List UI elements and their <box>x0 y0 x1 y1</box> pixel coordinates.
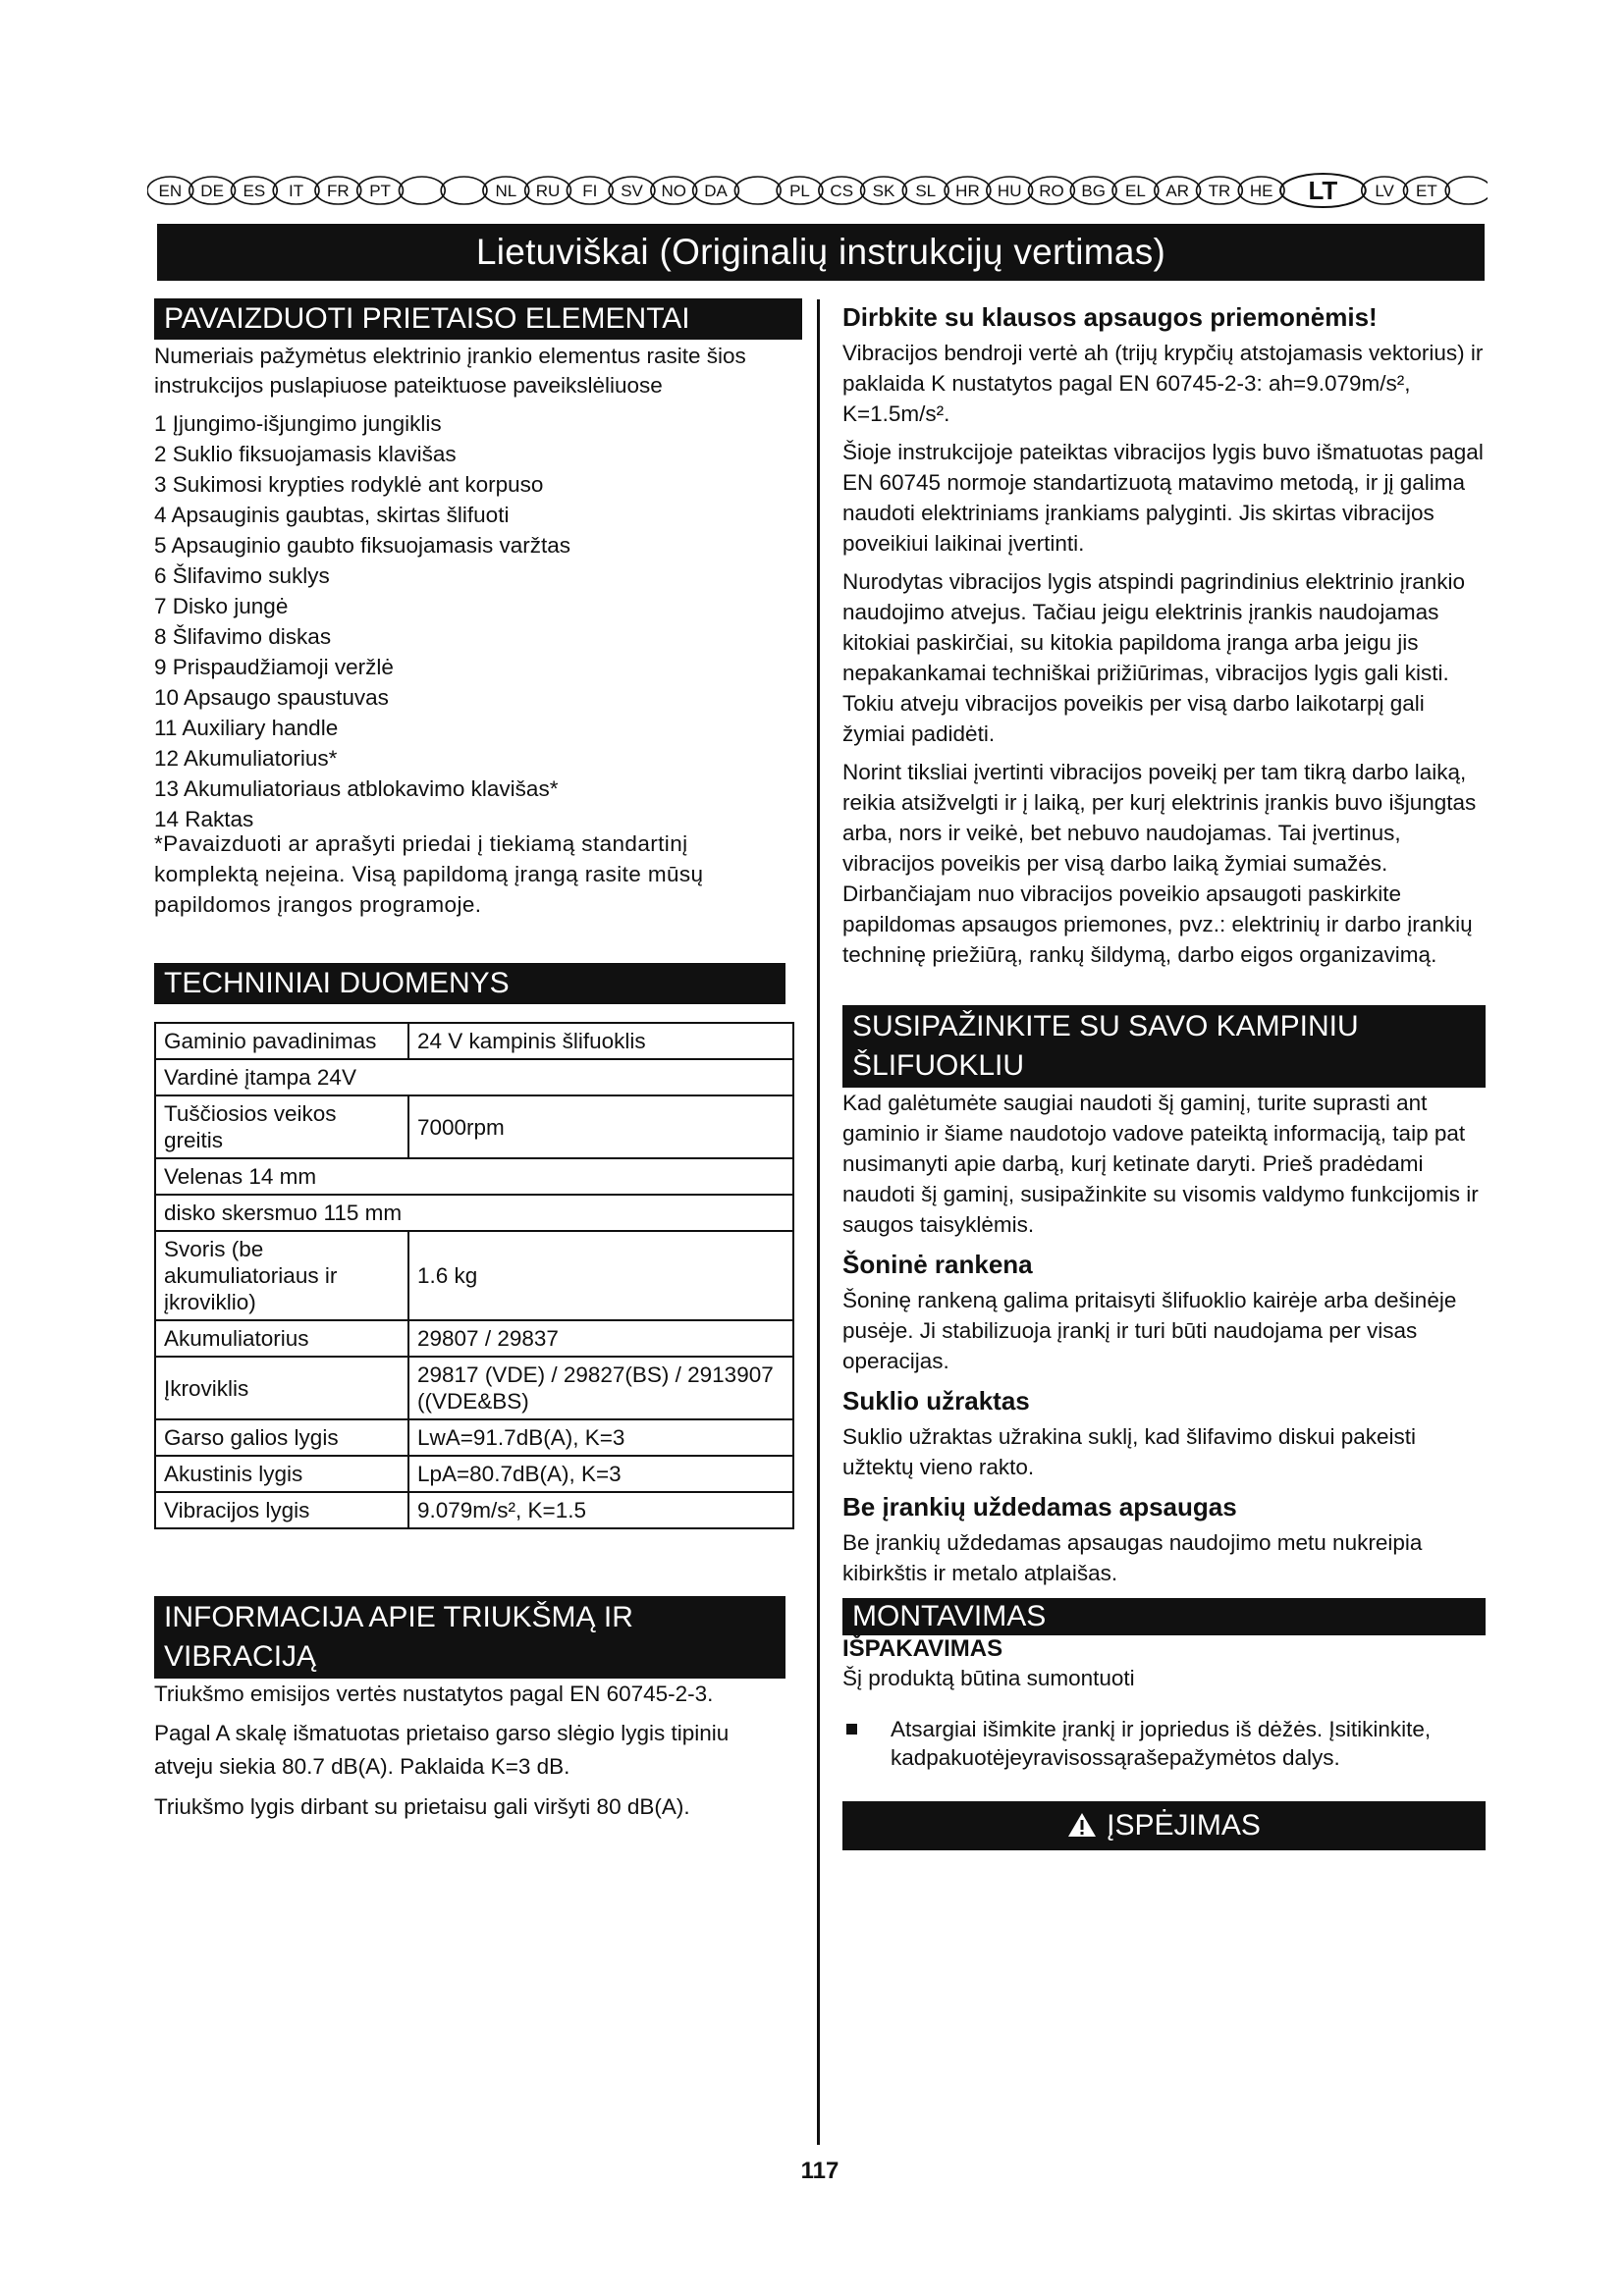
spec-value: 9.079m/s², K=1.5 <box>408 1492 793 1528</box>
language-tab <box>1445 177 1488 204</box>
page-title: Lietuviškai (Originalių instrukcijų vertimas) <box>157 224 1485 281</box>
language-tab-label: PT <box>369 182 391 200</box>
vibration-paragraph-4: Norint tiksliai įvertinti vibracijos poveikį per tam tikrą darbo laiką, reikia atsižvelgti ir į laiką, per kurį elektrinis įrankis buvo išjungtas arba, nors ir veikė, bet nebuvo naudojamas. Tai įvertinus, vibracijos poveikis per visą darbo laiką žymiai sumažės. Dirbančiajam nuo vibracijos poveikio apsaugoti paskirkite papildomas apsaugos priemones, pvz.: elektrinių ir darbo įrankių techninę priežiūrą, rankų šildymą, darbo eigos organizavimą. <box>842 760 1477 967</box>
noise-paragraph-2: Pagal A skalę išmatuotas prietaiso garso slėgio lygis tipiniu atveju siekia 80.7 dB(A). Paklaida K=3 dB. <box>154 1721 730 1779</box>
spec-label: Akustinis lygis <box>155 1456 408 1492</box>
language-tab-label: ES <box>243 182 266 200</box>
element-item: 8 Šlifavimo diskas <box>154 624 332 649</box>
spec-label: Įkroviklis <box>155 1357 408 1419</box>
language-tab <box>1070 177 1116 204</box>
elements-list <box>154 408 792 834</box>
language-tab <box>357 177 404 204</box>
language-tab-label: EN <box>158 182 183 200</box>
language-tab <box>945 177 991 204</box>
language-tab <box>399 177 445 204</box>
noise-paragraph-3: Triukšmo lygis dirbant su prietaisu gali viršyti 80 dB(A). <box>154 1794 690 1819</box>
left-column <box>154 298 792 1830</box>
language-tab-label: ET <box>1416 182 1437 200</box>
side-handle-paragraph: Šoninę rankeną galima pritaisyti šlifuoklio kairėje arba dešinėje pusėje. Ji stabilizuoja įrankį ir turi būti naudojama per visas operacijas. <box>842 1288 1457 1373</box>
warning-bar <box>842 1801 1486 1850</box>
spec-row <box>155 1419 793 1456</box>
element-item: 14 Raktas <box>154 807 254 831</box>
language-tab-label: BG <box>1081 182 1106 200</box>
language-tab-label: HE <box>1249 182 1273 200</box>
language-tab <box>819 177 865 204</box>
language-tab-label: TR <box>1208 182 1231 200</box>
language-tab <box>987 177 1033 204</box>
spec-row <box>155 1357 793 1419</box>
bullet-square-icon <box>846 1724 857 1735</box>
spec-value: LwA=91.7dB(A), K=3 <box>408 1419 793 1456</box>
spec-row <box>155 1095 793 1158</box>
language-tab <box>441 177 487 204</box>
spec-row <box>155 1320 793 1357</box>
side-handle-heading: Šoninė rankena <box>842 1250 1033 1279</box>
language-tab <box>1280 174 1366 207</box>
unpacking-bullet <box>842 1715 1490 1772</box>
spec-row <box>155 1231 793 1320</box>
language-tab <box>273 177 319 204</box>
spec-label: Garso galios lygis <box>155 1419 408 1456</box>
language-tab <box>693 177 739 204</box>
element-item: 6 Šlifavimo suklys <box>154 563 330 588</box>
language-tab-label: CS <box>830 182 854 200</box>
spec-label: disko skersmuo 115 mm <box>155 1195 793 1231</box>
language-tab-label: NO <box>661 182 687 200</box>
vibration-paragraph-1: Vibracijos bendroji vertė ah (trijų krypčių atstojamasis vektorius) ir paklaida K nustatytos pagal EN 60745-2-3: ah=9.079m/s², K=1.5m/s². <box>842 341 1484 426</box>
guard-paragraph: Be įrankių uždedamas apsaugas naudojimo metu nukreipia kibirkštis ir metalo atplaišas. <box>842 1530 1423 1585</box>
language-tab-label: DE <box>200 182 224 200</box>
spec-row <box>155 1195 793 1231</box>
element-item: 5 Apsauginio gaubto fiksuojamasis varžtas <box>154 533 570 558</box>
right-column <box>842 298 1490 1850</box>
language-tab <box>483 177 529 204</box>
elements-heading: PAVAIZDUOTI PRIETAISO ELEMENTAI <box>154 298 802 340</box>
language-tab <box>1404 177 1450 204</box>
spec-value: 29807 / 29837 <box>408 1320 793 1357</box>
element-item: 7 Disko jungė <box>154 594 289 618</box>
language-tab <box>902 177 948 204</box>
spec-value: 1.6 kg <box>408 1231 793 1320</box>
unpacking-heading: IŠPAKAVIMAS <box>842 1635 1003 1662</box>
spec-row <box>155 1492 793 1528</box>
spec-table <box>154 1022 794 1529</box>
language-tab <box>1112 177 1159 204</box>
element-item: 4 Apsauginis gaubtas, skirtas šlifuoti <box>154 503 510 527</box>
language-tab <box>231 177 277 204</box>
language-tab <box>734 177 781 204</box>
element-item: 11 Auxiliary handle <box>154 716 339 740</box>
language-tab-label: EL <box>1125 182 1146 200</box>
spec-label: Svoris (be akumuliatoriaus ir įkroviklio) <box>155 1231 408 1320</box>
language-tab-label: LT <box>1308 176 1338 205</box>
spec-value: 24 V kampinis šlifuoklis <box>408 1023 793 1059</box>
element-item: 12 Akumuliatorius* <box>154 746 338 771</box>
language-tab <box>525 177 571 204</box>
language-tab-label: SK <box>872 182 895 200</box>
language-tab <box>609 177 655 204</box>
know-grinder-paragraph: Kad galėtumėte saugiai naudoti šį gaminį, turite suprasti ant gaminio ir šiame naudotojo vadove pateiktą informaciją, taip pat nusimanyti apie darbą, kurį ketinate daryti. Prieš pradėdami naudoti šį gaminį, susipažinkite su visomis valdymo funkcijomis ir saugos taisyklėmis. <box>842 1091 1479 1237</box>
warning-triangle-icon <box>1067 1812 1097 1838</box>
language-tab-label: FR <box>327 182 350 200</box>
spindle-lock-heading: Suklio užraktas <box>842 1386 1030 1415</box>
vibration-paragraph-2: Šioje instrukcijoje pateiktas vibracijos lygis buvo išmatuotas pagal EN 60745 normoje standartizuotą matavimo metodą, ir jį galima naudoti elektriniams įrankiams palyginti. Jis skirtas vibracijos poveikiui laikinai įvertinti. <box>842 440 1484 556</box>
language-tab <box>1197 177 1243 204</box>
language-tab-strip <box>147 173 1488 208</box>
element-item: 13 Akumuliatoriaus atblokavimo klavišas* <box>154 776 559 801</box>
language-tab-label: FI <box>582 182 598 200</box>
know-grinder-heading: SUSIPAŽINKITE SU SAVO KAMPINIU ŠLIFUOKLIU <box>842 1005 1486 1088</box>
language-tab-label: PL <box>789 182 810 200</box>
spec-value: 7000rpm <box>408 1095 793 1158</box>
language-tabs-graphic <box>147 173 1488 208</box>
spec-row <box>155 1059 793 1095</box>
assembly-heading: MONTAVIMAS <box>842 1598 1486 1635</box>
language-tab <box>777 177 823 204</box>
spec-label: Gaminio pavadinimas <box>155 1023 408 1059</box>
vibration-paragraph-3: Nurodytas vibracijos lygis atspindi pagrindinius elektrinio įrankio naudojimo atvejus. Tačiau jeigu elektrinis įrankis naudojamas kitokiai paskirčiai, su kitokia papildoma įranga arba jeigu jis nepakankamai techniškai prižiūrimas, vibracijos lygis gali kisti. Tokiu atveju vibracijos poveikis per visą darbo laikotarpį gali žymiai padidėti. <box>842 569 1466 746</box>
element-item: 1 Įjungimo-išjungimo jungiklis <box>154 411 442 436</box>
guard-heading: Be įrankių uždedamas apsaugas <box>842 1492 1237 1522</box>
language-tab-label: AR <box>1165 182 1189 200</box>
spec-label: Akumuliatorius <box>155 1320 408 1357</box>
accessories-note: *Pavaizduoti ar aprašyti priedai į tiekiamą standartinį komplektą neįeina. Visą papildomą įrangą rasite mūsų papildomos įrangos programoje. <box>154 831 704 917</box>
ear-protection-heading: Dirbkite su klausos apsaugos priemonėmis! <box>842 302 1378 332</box>
column-divider <box>817 299 820 2145</box>
language-tab-label: HU <box>997 182 1022 200</box>
element-item: 3 Sukimosi krypties rodyklė ant korpuso <box>154 472 544 497</box>
language-tab-label: HR <box>955 182 980 200</box>
language-tab <box>315 177 361 204</box>
language-tab <box>651 177 697 204</box>
language-tab-label: IT <box>289 182 304 200</box>
spec-row <box>155 1158 793 1195</box>
language-tab <box>1155 177 1201 204</box>
spec-label: Vibracijos lygis <box>155 1492 408 1528</box>
language-tab <box>1029 177 1075 204</box>
noise-heading: INFORMACIJA APIE TRIUKŠMĄ IR VIBRACIJĄ <box>154 1596 785 1679</box>
spec-value: 29817 (VDE) / 29827(BS) / 2913907 ((VDE&BS) <box>408 1357 793 1419</box>
language-tab-label: DA <box>704 182 728 200</box>
language-tab-label: SL <box>915 182 937 200</box>
noise-paragraph-1: Triukšmo emisijos vertės nustatytos pagal EN 60745-2-3. <box>154 1682 714 1706</box>
tech-data-heading: TECHNINIAI DUOMENYS <box>154 963 785 1004</box>
page-number: 117 <box>800 2158 839 2184</box>
element-item: 9 Prispaudžiamoji veržlė <box>154 655 394 679</box>
spec-label: Tuščiosios veikos greitis <box>155 1095 408 1158</box>
spec-value: LpA=80.7dB(A), K=3 <box>408 1456 793 1492</box>
language-tab-label: NL <box>495 182 517 200</box>
unpacking-paragraph: Šį produktą būtina sumontuoti <box>842 1666 1135 1690</box>
spec-row <box>155 1023 793 1059</box>
language-tab <box>1362 177 1408 204</box>
spec-row <box>155 1456 793 1492</box>
language-tab-label: RU <box>535 182 561 200</box>
spec-label: Velenas 14 mm <box>155 1158 793 1195</box>
spec-label: Vardinė įtampa 24V <box>155 1059 793 1095</box>
unpacking-bullet-text: Atsargiai išimkite įrankį ir jopriedus iš dėžės. Įsitikinkite, kadpakuotėjeyravisossąrašepažymėtos dalys. <box>891 1717 1432 1770</box>
language-tab <box>147 177 193 204</box>
element-item: 2 Suklio fiksuojamasis klavišas <box>154 442 457 466</box>
language-tab <box>189 177 236 204</box>
language-tab <box>567 177 613 204</box>
language-tab <box>861 177 907 204</box>
language-tab-label: LV <box>1375 182 1394 200</box>
element-item: 10 Apsaugo spaustuvas <box>154 685 389 710</box>
spindle-lock-paragraph: Suklio užraktas užrakina suklį, kad šlifavimo diskui pakeisti užtektų vieno rakto. <box>842 1424 1416 1479</box>
language-tab-label: SV <box>621 182 643 200</box>
language-tab-label: RO <box>1039 182 1064 200</box>
elements-intro: Numeriais pažymėtus elektrinio įrankio elementus rasite šios instrukcijos puslapiuose pateiktuose paveikslėliuose <box>154 344 746 398</box>
warning-label: ĮSPĖJIMAS <box>1107 1809 1261 1842</box>
language-tab <box>1238 177 1284 204</box>
